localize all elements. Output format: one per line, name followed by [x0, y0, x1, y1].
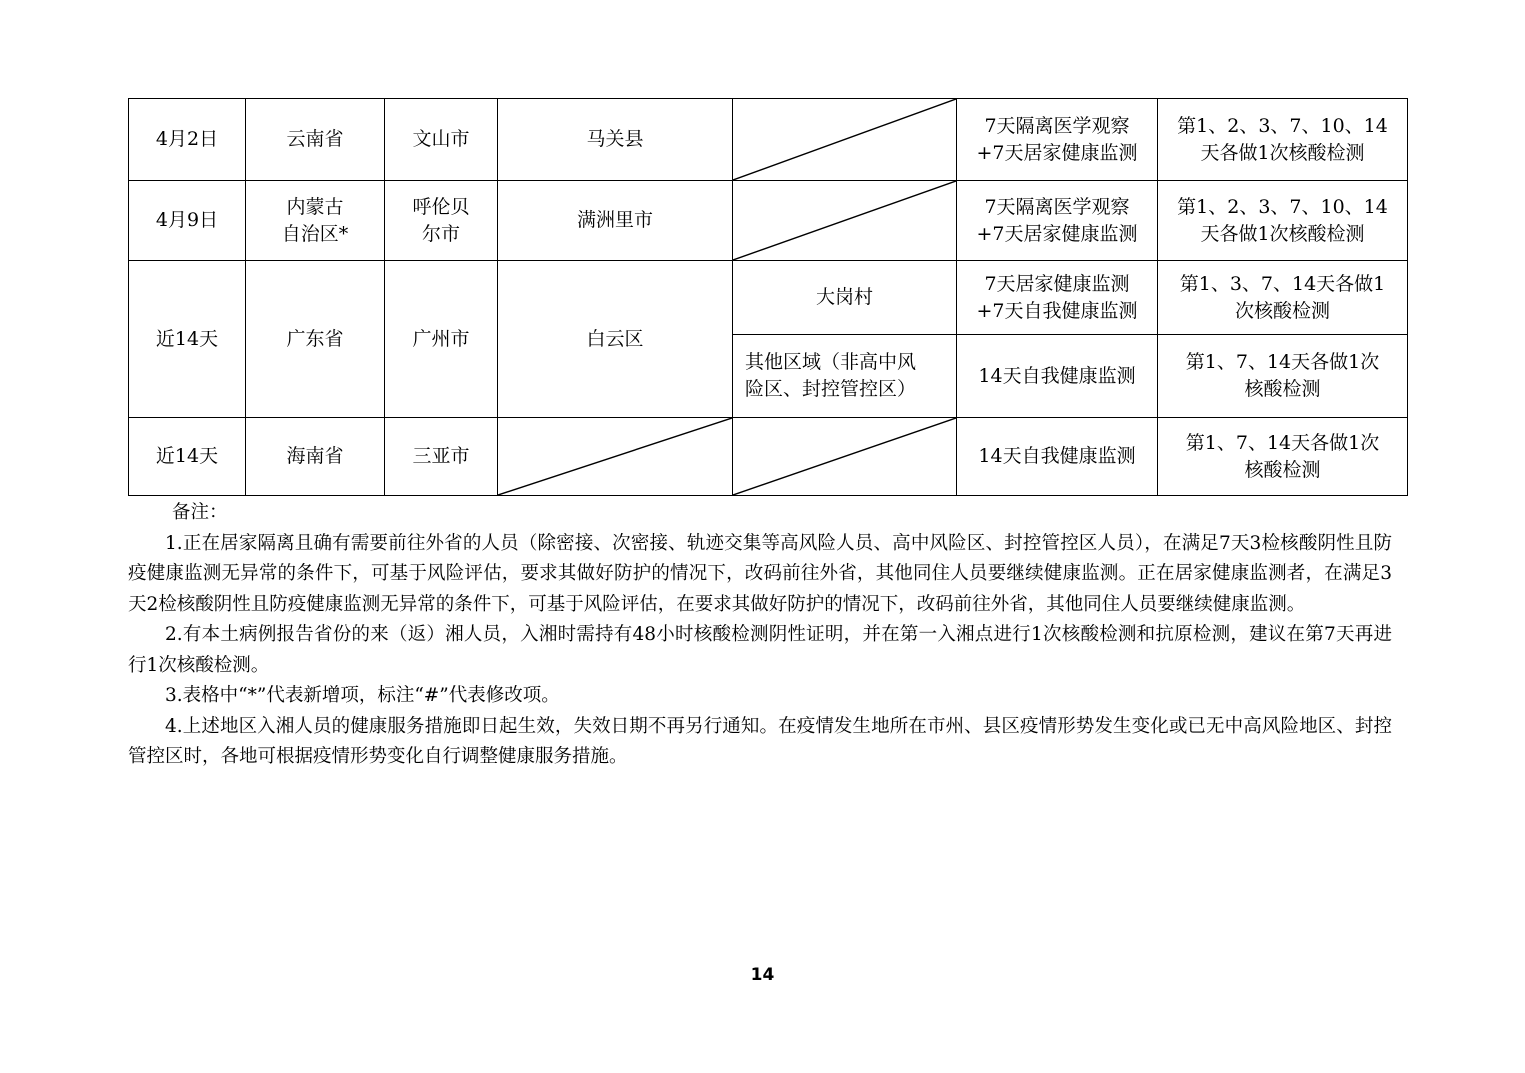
province-line: 内蒙古 — [286, 195, 344, 218]
city-line: 尔市 — [421, 222, 460, 245]
test-cell — [1158, 99, 1408, 181]
measure-line: +7天自我健康监测 — [976, 299, 1138, 322]
measure-cell — [957, 261, 1158, 335]
date-cell: 近14天 — [129, 261, 246, 418]
notes-section — [128, 498, 1392, 773]
area-cell-empty — [733, 418, 957, 496]
county-cell: 白云区 — [498, 261, 733, 418]
note-item: 2.有本土病例报告省份的来（返）湘人员，入湘时需持有48小时核酸检测阴性证明，并在第一入湘点进行1次核酸检测和抗原检测，建议在第7天再进行1次核酸检测。 — [128, 624, 1392, 676]
test-line: 第1、2、3、7、10、14 — [1177, 114, 1388, 137]
province-cell — [246, 181, 385, 261]
county-cell-empty — [498, 418, 733, 496]
area-cell: 大岗村 — [733, 261, 957, 335]
province-cell: 广东省 — [246, 261, 385, 418]
city-cell: 广州市 — [385, 261, 498, 418]
test-line: 天各做1次核酸检测 — [1200, 141, 1365, 164]
test-cell — [1158, 418, 1408, 496]
table-row — [129, 99, 1408, 181]
date-cell: 近14天 — [129, 418, 246, 496]
test-line: 核酸检测 — [1244, 458, 1321, 481]
date-cell: 4月2日 — [129, 99, 246, 181]
city-line: 呼伦贝 — [412, 195, 470, 218]
test-line: 次核酸检测 — [1234, 299, 1330, 322]
test-line: 第1、3、7、14天各做1 — [1179, 272, 1386, 295]
province-cell: 海南省 — [246, 418, 385, 496]
measure-cell — [957, 99, 1158, 181]
measure-line: +7天居家健康监测 — [976, 141, 1138, 164]
test-line: 第1、7、14天各做1次 — [1185, 431, 1380, 454]
city-cell: 文山市 — [385, 99, 498, 181]
diagonal-slash — [733, 418, 956, 495]
table-row — [129, 181, 1408, 261]
measure-cell: 14天自我健康监测 — [957, 335, 1158, 418]
measure-cell — [957, 181, 1158, 261]
note-item: 4.上述地区入湘人员的健康服务措施即日起生效，失效日期不再另行通知。在疫情发生地所在市州、县区疫情形势发生变化或已无中高风险地区、封控管控区时，各地可根据疫情形势变化自行调整健康服务措施。 — [128, 715, 1392, 767]
city-cell: 三亚市 — [385, 418, 498, 496]
notes-heading: 备注： — [172, 502, 228, 523]
county-cell: 马关县 — [498, 99, 733, 181]
test-cell — [1158, 261, 1408, 335]
table-row — [129, 261, 1408, 335]
area-cell-empty — [733, 181, 957, 261]
risk-area-table — [128, 98, 1408, 496]
county-cell: 满洲里市 — [498, 181, 733, 261]
diagonal-slash — [733, 181, 956, 260]
test-line: 第1、7、14天各做1次 — [1185, 351, 1380, 373]
page-number: 14 — [750, 965, 775, 985]
date-cell: 4月9日 — [129, 181, 246, 261]
test-line: 天各做1次核酸检测 — [1200, 222, 1365, 245]
area-cell — [733, 335, 957, 418]
test-cell — [1158, 335, 1408, 418]
note-item: 1.正在居家隔离且确有需要前往外省的人员（除密接、次密接、轨迹交集等高风险人员、高中风险区、封控管控区人员），在满足7天3检核酸阴性且防疫健康监测无异常的条件下，可基于风险评估，要求其做好防护的情况下，改码前往外省，其他同住人员要继续健康监测。正在居家健康监测者，在满足3天2检核酸阴性且防疫健康监测无异常的条件下，可基于风险评估，在要求其做好防护的情况下，改码前往外省，其他同住人员要继续健康监测。 — [128, 532, 1392, 615]
measure-line: 7天隔离医学观察 — [984, 114, 1130, 137]
measure-cell: 14天自我健康监测 — [957, 418, 1158, 496]
province-line: 自治区* — [281, 222, 349, 245]
city-cell — [385, 181, 498, 261]
test-cell — [1158, 181, 1408, 261]
note-item: 3.表格中“*”代表新增项，标注“#”代表修改项。 — [165, 685, 560, 706]
table-row — [129, 418, 1408, 496]
diagonal-slash — [498, 418, 732, 495]
area-line: 其他区域（非高中风 — [745, 351, 917, 373]
measure-line: 7天居家健康监测 — [984, 272, 1130, 295]
test-line: 第1、2、3、7、10、14 — [1177, 195, 1388, 218]
diagonal-slash — [733, 99, 956, 180]
measure-line: 7天隔离医学观察 — [984, 195, 1130, 218]
area-line: 险区、封控管控区） — [745, 378, 917, 400]
province-cell: 云南省 — [246, 99, 385, 181]
measure-line: +7天居家健康监测 — [976, 222, 1138, 245]
area-cell-empty — [733, 99, 957, 181]
test-line: 核酸检测 — [1244, 378, 1321, 400]
